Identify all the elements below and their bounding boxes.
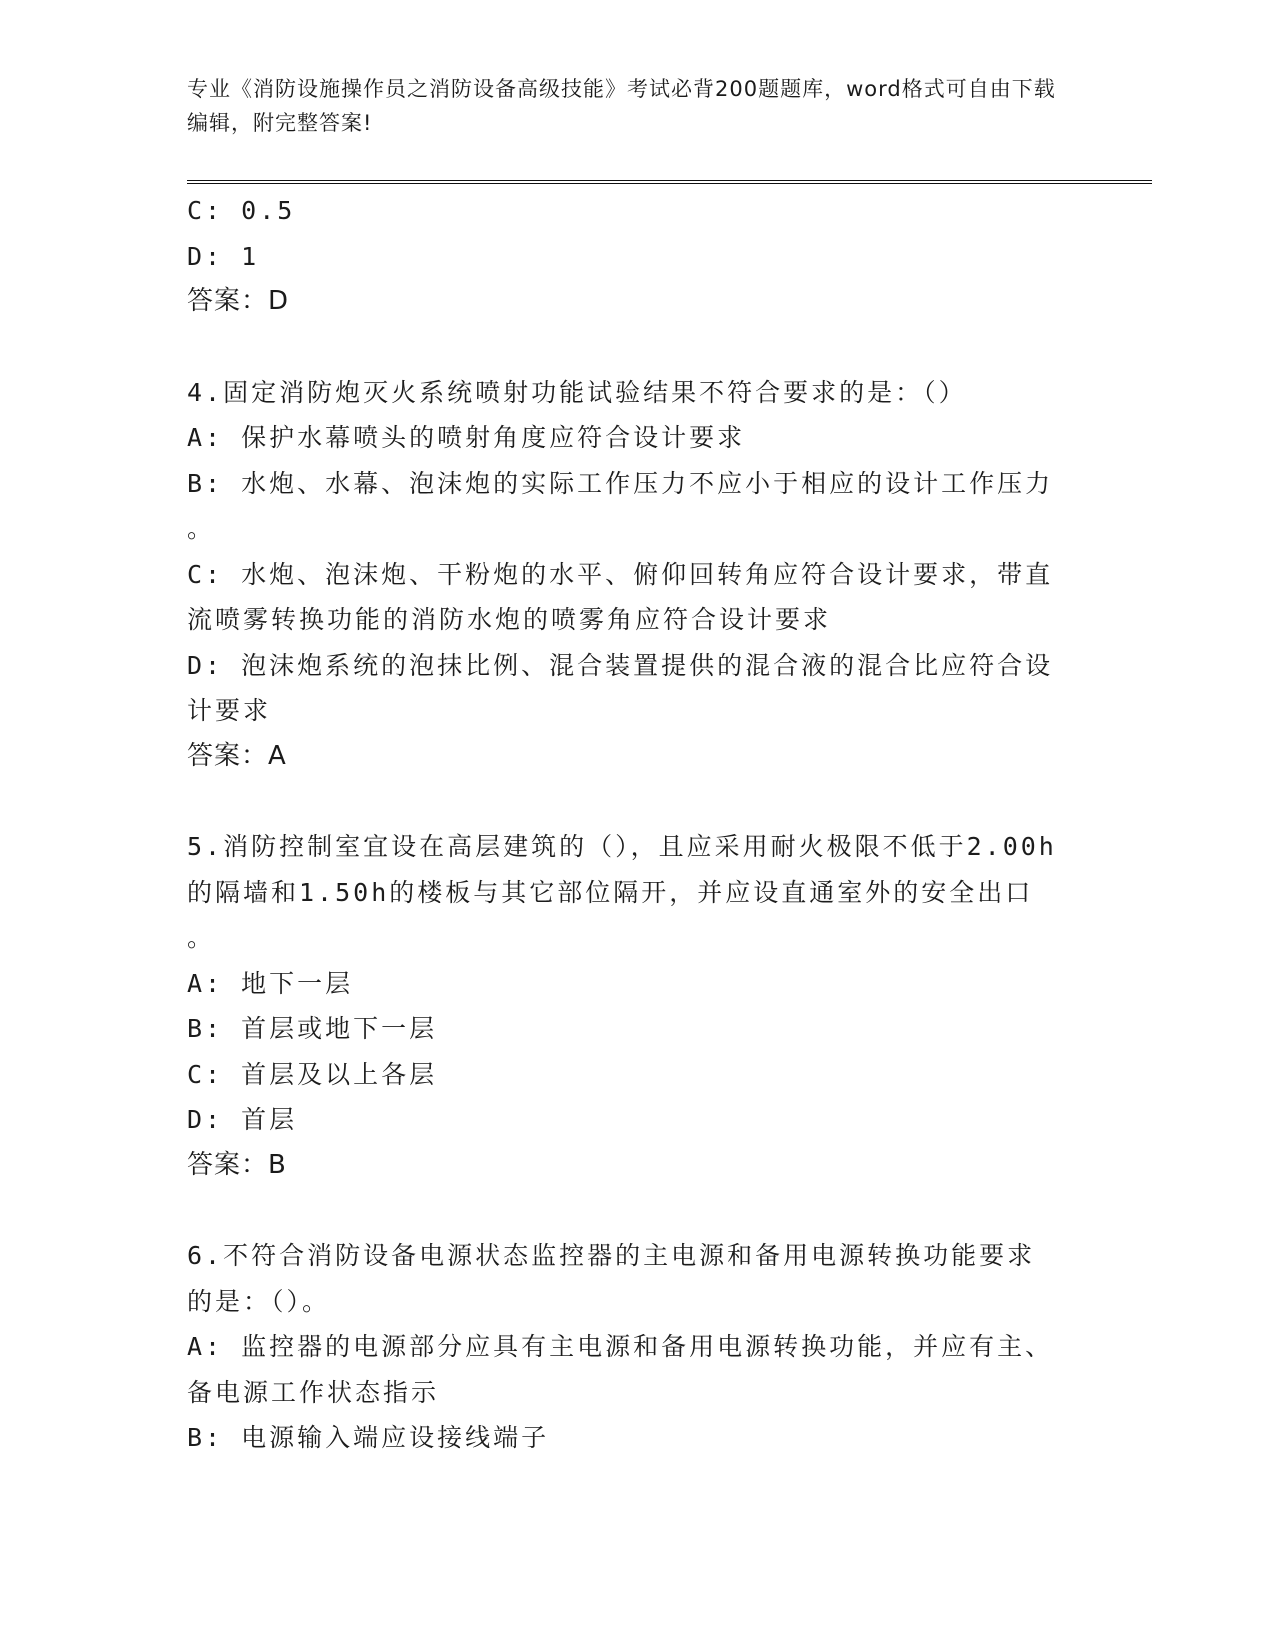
- q5-question-line3: 。: [187, 923, 216, 952]
- q4-question: 4.固定消防炮灭火系统喷射功能试验结果不符合要求的是：（）: [187, 377, 967, 407]
- q5-question-line2: 的隔墙和1.50h的楼板与其它部位隔开，并应设直通室外的安全出口: [187, 877, 1034, 907]
- question-6: [187, 1233, 1087, 1461]
- q3-option-c: C: 0.5: [187, 196, 296, 225]
- q4-option-d-line2: 计要求: [187, 696, 272, 725]
- q4-option-b-line1: B: 水炮、水幕、泡沫炮的实际工作压力不应小于相应的设计工作压力: [187, 468, 1054, 498]
- document-body: [187, 188, 1087, 1461]
- question-3-tail: [187, 188, 1087, 325]
- q4-answer: 答案：A: [187, 740, 287, 771]
- page-header: 专业《消防设施操作员之消防设备高级技能》考试必背200题题库，word格式可自由下载编辑，附完整答案!: [187, 77, 1056, 135]
- q4-option-a: A: 保护水幕喷头的喷射角度应符合设计要求: [187, 423, 746, 452]
- q5-answer: 答案：B: [187, 1149, 287, 1180]
- question-4: [187, 370, 1087, 780]
- q5-option-c: C: 首层及以上各层: [187, 1059, 438, 1089]
- header-divider: [187, 180, 1152, 184]
- q5-option-a: A: 地下一层: [187, 968, 354, 998]
- q4-option-c-line1: C: 水炮、泡沫炮、干粉炮的水平、俯仰回转角应符合设计要求，带直: [187, 559, 1054, 589]
- q4-option-b-line2: 。: [187, 514, 216, 543]
- q6-option-b: B: 电源输入端应设接线端子: [187, 1423, 550, 1452]
- q6-question-line2: 的是：（）。: [187, 1286, 331, 1316]
- q3-option-d: D: 1: [187, 241, 260, 271]
- question-5: [187, 824, 1087, 1188]
- q3-answer: 答案：D: [187, 286, 290, 316]
- q6-option-a-line1: A: 监控器的电源部分应具有主电源和备用电源转换功能，并应有主、: [187, 1332, 1054, 1361]
- q6-question-line1: 6.不符合消防设备电源状态监控器的主电源和备用电源转换功能要求: [187, 1241, 1036, 1270]
- q4-option-d-line1: D: 泡沫炮系统的泡抹比例、混合装置提供的混合液的混合比应符合设: [187, 650, 1054, 680]
- q5-option-d: D: 首层: [187, 1105, 298, 1134]
- q5-option-b: B: 首层或地下一层: [187, 1014, 438, 1043]
- q4-option-c-line2: 流喷雾转换功能的消防水炮的喷雾角应符合设计要求: [187, 605, 832, 634]
- q6-option-a-line2: 备电源工作状态指示: [187, 1377, 440, 1407]
- q5-question-line1: 5.消防控制室宜设在高层建筑的（），且应采用耐火极限不低于2.00h: [187, 832, 1057, 861]
